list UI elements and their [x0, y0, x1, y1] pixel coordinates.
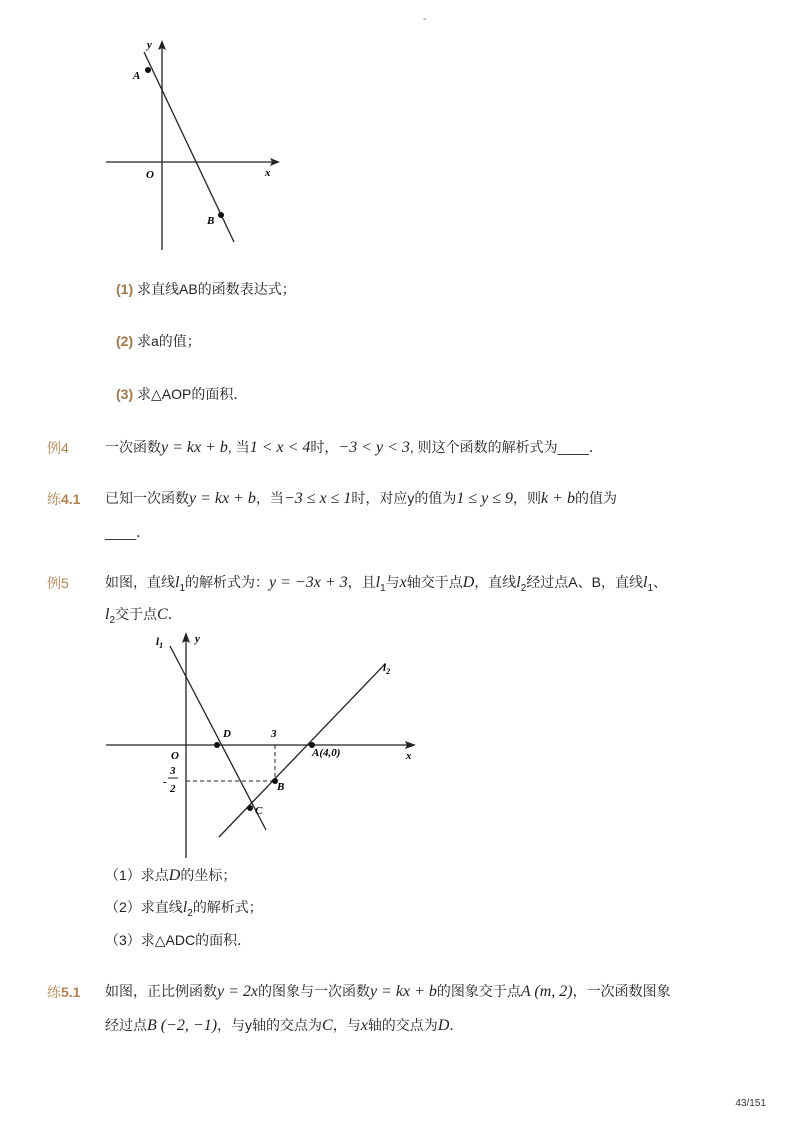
label-text: 例4: [47, 440, 69, 456]
point-b: [218, 212, 224, 218]
question-text: 求a的值；: [137, 333, 201, 349]
text: 轴的交点为: [367, 1017, 438, 1033]
formula: l: [375, 574, 381, 591]
text: （3）求△ADC的面积．: [105, 932, 252, 948]
label-y: y: [195, 633, 200, 645]
formula: y = kx + b: [161, 439, 228, 456]
text: 交于点: [115, 606, 158, 622]
label-c: C: [255, 805, 263, 817]
text: 轴交于点: [406, 574, 463, 590]
formula: D: [462, 574, 475, 591]
text: ，一次函数图象: [572, 983, 671, 999]
formula: y = 2x: [217, 983, 258, 1000]
point-d: [214, 742, 220, 748]
practice-5-1-line2: [105, 1015, 463, 1036]
figure-1-graph: [100, 30, 300, 260]
label-text: 练: [47, 984, 61, 1000]
label-l1: $l_1$: [156, 636, 164, 650]
text: 经过点A、B，直线: [526, 574, 643, 590]
formula: y = kx + b: [189, 490, 256, 507]
question-text: 求直线AB的函数表达式；: [137, 281, 296, 297]
text: 与: [385, 574, 400, 590]
subscript: 1: [647, 582, 654, 594]
question-number: (3): [116, 386, 134, 402]
label-d: D: [223, 728, 231, 740]
text: 、: [653, 574, 668, 590]
formula: 1 < x < 4: [249, 439, 311, 456]
text: ，直线: [474, 574, 517, 590]
question-5-1: [105, 865, 236, 886]
text: 经过点: [105, 1017, 147, 1033]
label-b: B: [207, 215, 215, 227]
formula: l: [105, 606, 110, 623]
text: ，与: [332, 1017, 361, 1033]
example-5-label: [47, 573, 69, 593]
label-number: 5.1: [61, 984, 81, 1000]
practice-4-1-text: [105, 488, 617, 509]
formula: 1 ≤ y ≤ 9: [456, 490, 514, 507]
line-l2: [219, 664, 385, 837]
subscript: 2: [187, 907, 193, 919]
header-mark: -: [423, 14, 427, 25]
question-3-2: [116, 331, 201, 351]
formula: D: [168, 867, 181, 884]
text: ，与y轴的交点为: [217, 1017, 323, 1033]
example-4-text: [105, 437, 603, 458]
text: ．: [167, 606, 182, 622]
formula: x: [360, 1017, 368, 1034]
text: 的图象与一次函数: [258, 983, 370, 999]
formula: y = kx + b: [370, 983, 437, 1000]
label-text: 例5: [47, 575, 69, 591]
formula: l: [182, 899, 188, 916]
formula: −3 ≤ x ≤ 1: [283, 490, 352, 507]
text: ____．: [105, 524, 151, 540]
label-fraction-num: 3: [170, 765, 176, 777]
formula: y = −3x + 3: [269, 574, 348, 591]
formula: B (−2, −1): [147, 1017, 218, 1034]
text: 时，: [310, 439, 339, 455]
text: 的坐标；: [180, 867, 237, 883]
formula: D: [437, 1017, 450, 1034]
text: ，则: [513, 490, 542, 506]
subscript: 2: [109, 614, 116, 626]
text: 的解析式；: [192, 899, 263, 915]
practice-4-1-blank: [105, 522, 150, 542]
label-x: x: [406, 750, 412, 762]
example-4-label: [47, 438, 69, 458]
question-number: (1): [116, 281, 134, 297]
label-number: 4.1: [61, 491, 81, 507]
practice-4-1-label: [47, 489, 80, 509]
label-a: A(4,0): [312, 747, 341, 759]
label-text: 练: [47, 491, 61, 507]
text: （2）求直线: [105, 899, 183, 915]
point-a: [145, 67, 151, 73]
question-text: 求△AOP的面积．: [137, 386, 248, 402]
question-5-3: [105, 930, 251, 950]
point-c: [247, 805, 253, 811]
question-5-2: [105, 897, 263, 924]
text: ．: [449, 1017, 464, 1033]
page-number: 43/151: [735, 1098, 766, 1109]
text: ，且: [347, 574, 376, 590]
label-b: B: [277, 781, 285, 793]
label-three: 3: [271, 728, 277, 740]
example-5-text-line2: [105, 604, 182, 631]
formula: C: [157, 606, 168, 623]
formula: −3 < y < 3: [338, 439, 410, 456]
label-origin: O: [171, 750, 179, 762]
question-3-1: [116, 279, 296, 299]
figure-2-graph: [100, 628, 430, 863]
label-l2: $l_2$: [383, 662, 391, 676]
formula: l: [643, 574, 648, 591]
label-x: x: [265, 167, 271, 179]
subscript: 1: [380, 582, 386, 594]
label-fraction-sign: -: [163, 776, 167, 788]
text: 的图象交于点: [436, 983, 521, 999]
formula: A (m, 2): [520, 983, 573, 1000]
text: 的解析式为：: [185, 574, 270, 590]
formula: x: [399, 574, 407, 591]
label-a: A: [133, 70, 141, 82]
text: , 则这个函数的解析式为____．: [409, 439, 603, 455]
text: 一次函数: [105, 439, 161, 455]
subscript: 1: [179, 582, 186, 594]
practice-5-1-line1: [105, 981, 671, 1002]
text: （1）求点: [105, 867, 169, 883]
text: 如图，正比例函数: [105, 983, 217, 999]
text: 如图，直线: [105, 574, 175, 590]
label-y: y: [147, 39, 152, 51]
formula: l: [175, 574, 180, 591]
question-number: (2): [116, 333, 134, 349]
text: 的值为: [574, 490, 617, 506]
example-5-text-line1: [105, 572, 667, 599]
practice-5-1-label: [47, 982, 80, 1002]
subscript: 2: [520, 582, 527, 594]
formula: l: [516, 574, 521, 591]
question-3-3: [116, 384, 247, 404]
formula: C: [322, 1017, 333, 1034]
label-origin: O: [146, 169, 154, 181]
text: 时，对应y的值为: [351, 490, 457, 506]
text: ，当: [255, 490, 284, 506]
formula: k + b: [541, 490, 575, 507]
text: , 当: [227, 439, 250, 455]
text: 已知一次函数: [105, 490, 189, 506]
label-fraction-den: 2: [170, 783, 176, 795]
